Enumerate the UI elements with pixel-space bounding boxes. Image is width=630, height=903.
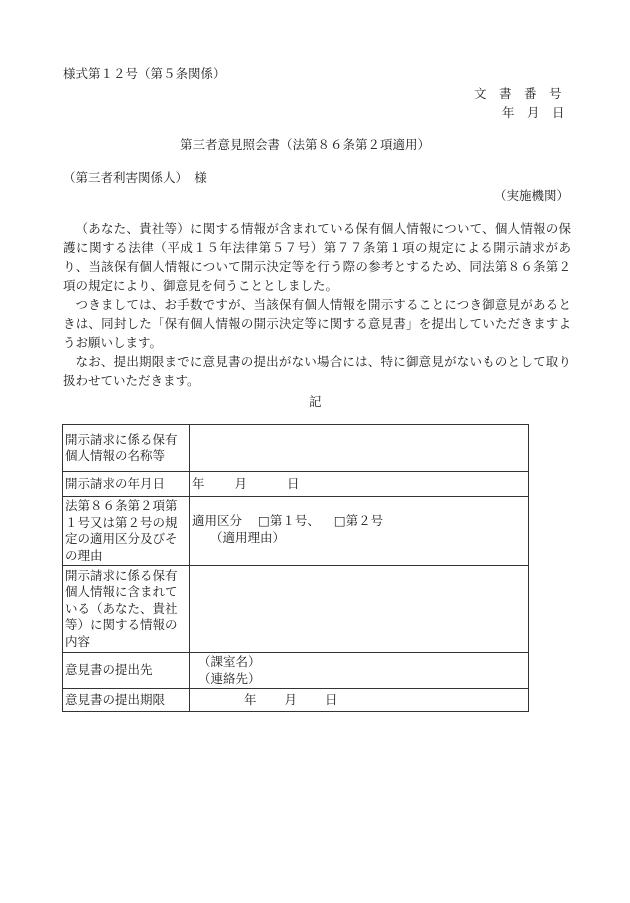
body-paragraph-2: つきましては、お手数ですが、当該保有個人情報を開示することにつき御意見があるときは、同封した「保有個人情報の開示決定等に関する意見書」を提出していただきますようお願いします。 (63, 297, 571, 350)
ki-heading: 記 (309, 394, 322, 409)
request-year-label: 年 (192, 475, 205, 491)
table-row (63, 689, 529, 712)
category-reason-label: （適用理由） (210, 529, 286, 545)
row-value-request-date (190, 472, 529, 497)
row-label-information-name: 開示請求に係る保有個人情報の名称等 (63, 425, 190, 472)
row-value-submission-deadline (190, 689, 529, 712)
deadline-day-label: 日 (325, 691, 338, 707)
row-label-submission-destination: 意見書の提出先 (63, 653, 190, 689)
row-label-category: 法第８６条第２項第１号又は第２号の規定の適用区分及びその理由 (63, 497, 190, 566)
body-paragraph-1: （あなた、貴社等）に関する情報が含まれている保有個人情報について、個人情報の保護に関する法律（平成１５年法律第５７号）第７７条第１項の規定による開示請求があり、当該保有個人情報について開示決定等を行う際の参考とするため、同法第８６条第２項の規定により、御意見を伺うこととしました。 (63, 221, 571, 293)
sender-organization: （実施機関） (494, 188, 570, 203)
row-value-submission-destination (190, 653, 529, 689)
addressee: （第三者利害関係人） 様 (63, 170, 207, 185)
category-option-2: □第２号 (333, 513, 384, 528)
table-row (63, 566, 529, 653)
date-label: 年 月 日 (502, 105, 565, 120)
table-row (63, 653, 529, 689)
document-number-label: 文 書 番 号 (474, 86, 562, 101)
form-number: 様式第１２号（第５条関係） (63, 66, 226, 81)
deadline-month-label: 月 (284, 691, 298, 707)
request-day-label: 日 (287, 475, 300, 491)
document-title: 第三者意見照会書（法第８６条第２項適用） (180, 137, 431, 152)
contact-label: （連絡先） (198, 670, 261, 686)
row-value-information-name (190, 425, 529, 472)
row-label-request-date: 開示請求の年月日 (63, 472, 190, 497)
request-month-label: 月 (234, 475, 248, 491)
category-label: 適用区分 (192, 513, 243, 528)
row-value-category (190, 497, 529, 566)
table-row (63, 497, 529, 566)
category-option-1: □第１号、 (258, 513, 320, 528)
department-label: （課室名） (198, 654, 261, 669)
table-row (63, 425, 529, 472)
inquiry-table (62, 424, 529, 712)
row-value-information-content (190, 566, 529, 653)
deadline-year-label: 年 (244, 691, 257, 707)
row-label-submission-deadline: 意見書の提出期限 (63, 689, 190, 712)
row-label-information-content: 開示請求に係る保有個人情報に含まれている（あなた、貴社等）に関する情報の内容 (63, 566, 190, 653)
body-paragraph-3: なお、提出期限までに意見書の提出がない場合には、特に御意見がないものとして取り扱わせていただきます。 (63, 354, 571, 388)
table-row (63, 472, 529, 497)
